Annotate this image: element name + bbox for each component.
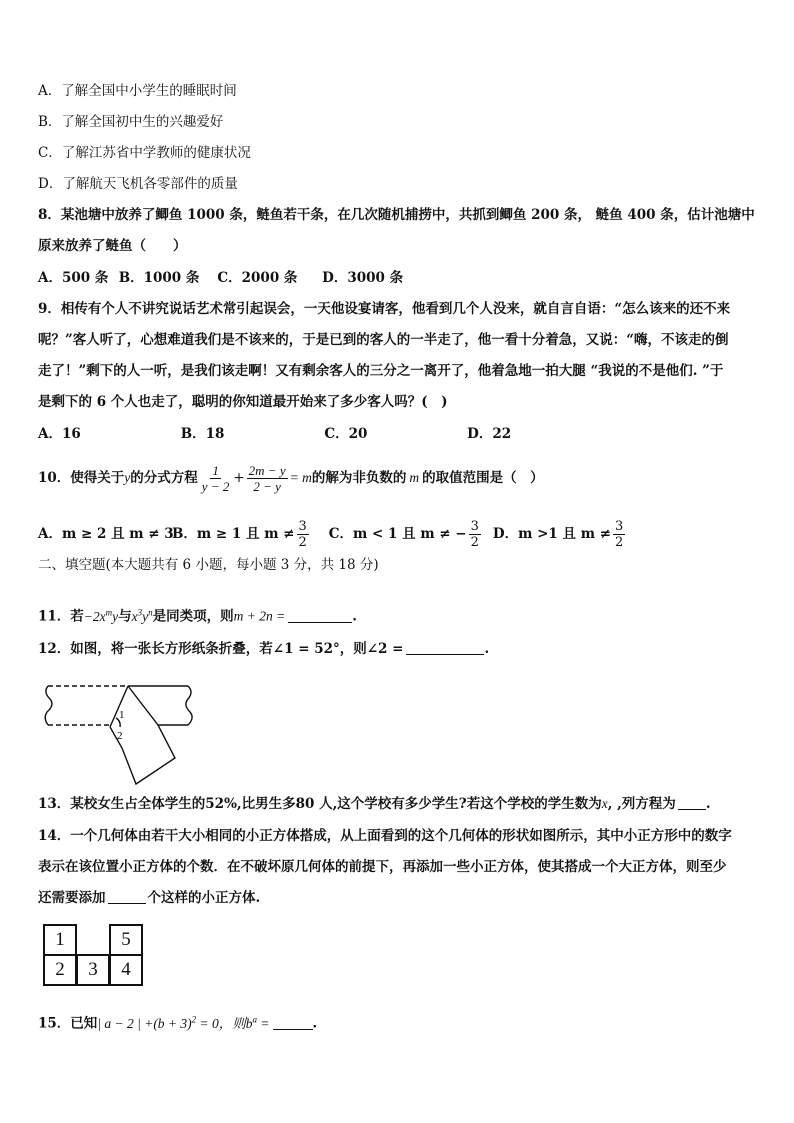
q11-term2 xyxy=(132,609,153,624)
q7-option-a: A．了解全国中小学生的睡眠时间 xyxy=(38,83,237,99)
q10-option-c-frac xyxy=(469,519,481,550)
q12-end: . xyxy=(484,641,490,657)
section-heading-fill-in: 二、填空题(本大题共有 6 小题，每小题 3 分，共 18 分) xyxy=(38,557,379,573)
grid-cell: 5 xyxy=(109,924,143,956)
q9-option-d: D．22 xyxy=(467,426,512,442)
q8-option-b: B．1000 条 xyxy=(118,270,200,286)
q8-line1: 8．某池塘中放养了鲫鱼 1000 条，鲢鱼若干条，在几次随机捕捞中，共抓到鲫鱼 200 条， 鲢鱼 400 条，估计池塘中 xyxy=(38,207,755,223)
q11-term1-exp: m xyxy=(105,607,113,617)
q10-var-m: m xyxy=(409,470,420,485)
q15-expression xyxy=(97,1016,269,1031)
q9-line2: 呢？”客人听了，心想难道我们是不该来的，于是已到的客人的一半走了，他一看十分着急，又说：“嗨，不该走的倒 xyxy=(38,332,729,348)
q11-term2-y: y xyxy=(142,608,149,624)
q7-option-c: C．了解江苏省中学教师的健康状况 xyxy=(38,145,251,161)
q10-prefix: 10．使得关于 xyxy=(38,470,125,486)
q10-suffix1: 的解为非负数的 xyxy=(311,470,407,486)
q8-option-d: D．3000 条 xyxy=(322,270,404,286)
strip-left-torn-edge xyxy=(45,686,52,725)
q10-frac2-den: 2 − y xyxy=(253,478,281,494)
q10-frac1-den: y − 2 xyxy=(201,478,230,494)
q11-term2-x: x xyxy=(131,608,138,624)
q10-option-d-frac xyxy=(613,519,625,550)
q15-eq: = xyxy=(257,1015,270,1031)
q11-end: . xyxy=(352,608,357,625)
q11-term1-y: y xyxy=(112,608,119,624)
q15-b-exp: a xyxy=(252,1014,258,1024)
q8-line2: 原来放养了鲢鱼（ ） xyxy=(38,238,187,254)
grid-cell: 3 xyxy=(76,954,110,986)
q11-mid: 与 xyxy=(118,608,132,625)
q9-options xyxy=(38,425,511,443)
q14-line1: 14．一个几何体由若干大小相同的小正方体搭成，从上面看到的这个几何体的形状如图所示，其中小正方形中的数字 xyxy=(38,828,732,844)
q10-mid: 的分式方程 xyxy=(130,470,198,486)
q13-text: 13．某校女生占全体学生的52%,比男生多80 人,这个学校有多少学生?若这个学校的学生数为 xyxy=(38,796,602,812)
q15-answer-blank[interactable] xyxy=(273,1015,313,1030)
frac-den: 2 xyxy=(298,534,307,550)
q10-option-b-frac xyxy=(297,519,309,550)
q8-option-a: A．500 条 xyxy=(38,270,109,286)
q13-end: . xyxy=(705,796,711,812)
q10-option-d: D．m >1 且 m ≠ xyxy=(492,526,611,542)
q10-options xyxy=(38,514,627,554)
q11-term2-exp2: n xyxy=(148,607,153,617)
strip-right-torn-edge xyxy=(186,686,192,725)
q10-option-b: B．m ≥ 1 且 m ≠ xyxy=(172,526,295,542)
grid-cell: 1 xyxy=(43,924,77,956)
q10-fraction-2 xyxy=(247,463,288,494)
frac-den: 2 xyxy=(615,534,624,550)
q11-answer-blank[interactable] xyxy=(288,608,352,623)
grid-cell: 4 xyxy=(109,954,143,986)
q12-text: 12．如图，将一张长方形纸条折叠，若∠1 = 52°，则∠2 = xyxy=(38,641,404,657)
angle-1-label: 1 xyxy=(119,709,125,721)
q10-stem xyxy=(38,458,544,498)
q10-suffix2: 的取值范围是（ ） xyxy=(422,470,544,486)
q10-option-c: C．m < 1 且 m ≠ − xyxy=(328,526,467,542)
q14-line3-pre: 还需要添加 xyxy=(38,890,106,906)
q10-fraction-1 xyxy=(200,463,232,494)
q10-eq: = m xyxy=(289,470,312,485)
q12-folded-strip-figure xyxy=(40,678,210,790)
q11-pre: 11．若 xyxy=(38,608,84,625)
q9-option-b: B．18 xyxy=(180,426,225,442)
frac-num: 3 xyxy=(298,518,307,534)
q14-line3 xyxy=(38,889,260,907)
q13-post: , ,列方程为 xyxy=(607,796,676,812)
q15-expr2: = 0，则 xyxy=(196,1015,246,1031)
q10-var-y: y xyxy=(124,470,131,485)
angle-2-label: 2 xyxy=(117,730,123,742)
q11-term1-base: −2x xyxy=(83,608,106,624)
q11-term2-exp: 3 xyxy=(137,607,143,617)
grid-cell: 2 xyxy=(43,954,77,986)
q8-option-c: C．2000 条 xyxy=(217,270,298,286)
q8-options xyxy=(38,269,403,287)
q12-answer-blank[interactable] xyxy=(406,640,484,655)
q9-option-c: C．20 xyxy=(324,426,368,442)
q15-stem xyxy=(38,1010,317,1033)
q10-plus: + xyxy=(233,470,245,486)
q14-line3-post: 个这样的小正方体. xyxy=(147,890,261,906)
q15-pre: 15．已知 xyxy=(38,1015,98,1032)
q10-option-a: A．m ≥ 2 且 m ≠ 3 xyxy=(38,526,174,542)
q7-option-d: D．了解航天飞机各零部件的质量 xyxy=(38,176,238,192)
frac-num: 3 xyxy=(470,518,479,534)
q7-option-b: B．了解全国初中生的兴趣爱好 xyxy=(38,114,224,130)
q15-expr: | a − 2 | +(b + 3) xyxy=(97,1015,192,1031)
q13-answer-blank[interactable] xyxy=(678,795,706,810)
frac-den: 2 xyxy=(470,534,479,550)
q15-end: . xyxy=(312,1015,318,1032)
q14-answer-blank[interactable] xyxy=(108,889,146,904)
q13-stem xyxy=(38,795,711,813)
q15-exp: 2 xyxy=(191,1014,197,1024)
q9-option-a: A．16 xyxy=(38,426,81,442)
frac-num: 3 xyxy=(615,518,624,534)
q13-var-x: x xyxy=(601,796,608,811)
q9-line3: 走了！”剩下的人一听，是我们该走啊！又有剩余客人的三分之一离开了，他着急地一拍大腿 “我说的不是他们. ”于 xyxy=(38,363,724,379)
q11-expr: m + 2n = xyxy=(233,608,286,624)
q11-term1 xyxy=(84,609,118,624)
q9-line1: 9．相传有个人不讲究说话艺术常引起误会，一天他设宴请客，他看到几个人没来，就自言自语：“怎么该来的还不来 xyxy=(38,301,731,317)
q9-line4: 是剩下的 6 个人也走了，聪明的你知道最开始来了多少客人吗？( ) xyxy=(38,394,448,410)
q14-line2: 表示在该位置小正方体的个数．在不破坏原几何体的前提下，再添加一些小正方体，使其搭成一个大正方体，则至少 xyxy=(38,859,727,875)
q10-frac2-num: 2m − y xyxy=(248,462,286,478)
q11-post: 是同类项，则 xyxy=(152,608,234,625)
q12-stem xyxy=(38,640,489,658)
q15-b: b xyxy=(245,1015,253,1031)
q10-frac1-num: 1 xyxy=(212,462,219,478)
q11-stem xyxy=(38,603,357,626)
